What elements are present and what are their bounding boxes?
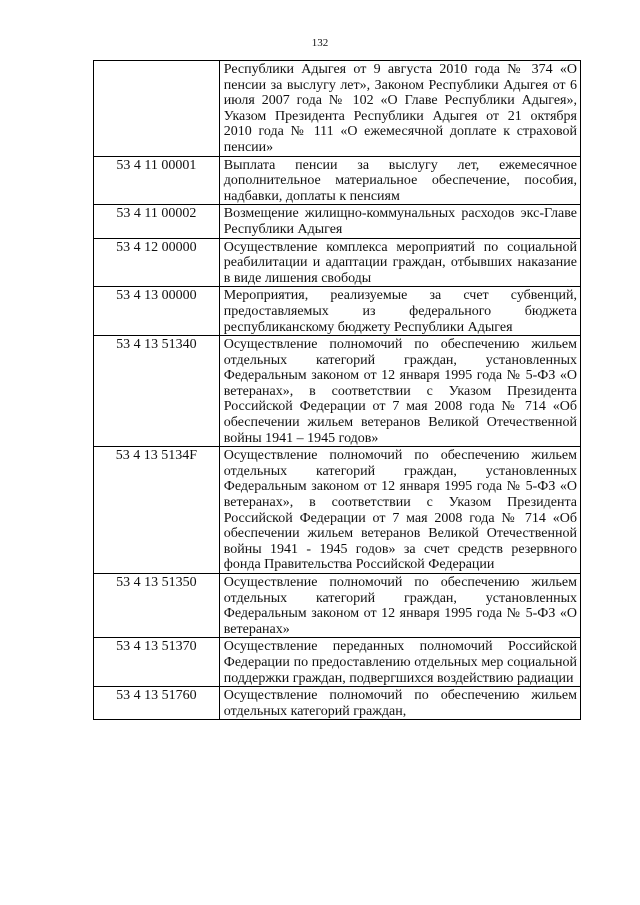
table-row xyxy=(94,205,581,238)
table-row xyxy=(94,574,581,638)
table-row xyxy=(94,447,581,574)
description-cell: Осуществление полномочий по обеспечению жильем отдельных категорий граждан, xyxy=(219,687,580,720)
description-cell: Осуществление полномочий по обеспечению жильем отдельных категорий граждан, установленных Федеральным законом от 12 января 1995 года № 5-ФЗ «О ветеранах», в соответствии с Указом Президента Российской Федерации от 7 мая 2008 года № 714 «Об обеспечении жильем ветеранов Великой Отечественной войны 1941 - 1945 годов» за счет средств резервного фонда Правительства Российской Федерации xyxy=(219,447,580,574)
description-cell: Осуществление переданных полномочий Российской Федерации по предоставлению отдельных мер социальной поддержки граждан, подвергшихся воздействию радиации xyxy=(219,638,580,687)
page-number: 132 xyxy=(311,37,329,49)
table-row xyxy=(94,238,581,287)
code-cell: 53 4 13 51370 xyxy=(94,638,220,687)
description-cell: Осуществление полномочий по обеспечению жильем отдельных категорий граждан, установленных Федеральным законом от 12 января 1995 года № 5-ФЗ «О ветеранах» xyxy=(219,574,580,638)
table-row xyxy=(94,336,581,447)
description-cell: Выплата пенсии за выслугу лет, ежемесячное дополнительное материальное обеспечение, пособия, надбавки, доплаты к пенсиям xyxy=(219,156,580,205)
table-row xyxy=(94,687,581,720)
table-row xyxy=(94,287,581,336)
table-row xyxy=(94,638,581,687)
code-cell: 53 4 11 00001 xyxy=(94,156,220,205)
code-cell: 53 4 13 51340 xyxy=(94,336,220,447)
description-cell: Мероприятия, реализуемые за счет субвенций, предоставляемых из федерального бюджета республиканскому бюджету Республики Адыгея xyxy=(219,287,580,336)
budget-code-table xyxy=(93,60,581,720)
description-cell: Республики Адыгея от 9 августа 2010 года № 374 «О пенсии за выслугу лет», Законом Республики Адыгея от 6 июля 2007 года № 102 «О Главе Республики Адыгея», Указом Президента Республики Адыгея от 21 октября 2010 года № 111 «О ежемесячной доплате к страховой пенсии» xyxy=(219,61,580,157)
code-cell: 53 4 13 51760 xyxy=(94,687,220,720)
description-cell: Возмещение жилищно-коммунальных расходов экс-Главе Республики Адыгея xyxy=(219,205,580,238)
table-row xyxy=(94,61,581,157)
code-cell: 53 4 13 00000 xyxy=(94,287,220,336)
table-row xyxy=(94,156,581,205)
code-cell: 53 4 11 00002 xyxy=(94,205,220,238)
code-cell: 53 4 13 5134F xyxy=(94,447,220,574)
code-cell xyxy=(94,61,220,157)
description-cell: Осуществление комплекса мероприятий по социальной реабилитации и адаптации граждан, отбывших наказание в виде лишения свободы xyxy=(219,238,580,287)
description-cell: Осуществление полномочий по обеспечению жильем отдельных категорий граждан, установленных Федеральным законом от 12 января 1995 года № 5-ФЗ «О ветеранах», в соответствии с Указом Президента Российской Федерации от 7 мая 2008 года № 714 «Об обеспечении жильем ветеранов Великой Отечественной войны 1941 – 1945 годов» xyxy=(219,336,580,447)
code-cell: 53 4 13 51350 xyxy=(94,574,220,638)
code-cell: 53 4 12 00000 xyxy=(94,238,220,287)
